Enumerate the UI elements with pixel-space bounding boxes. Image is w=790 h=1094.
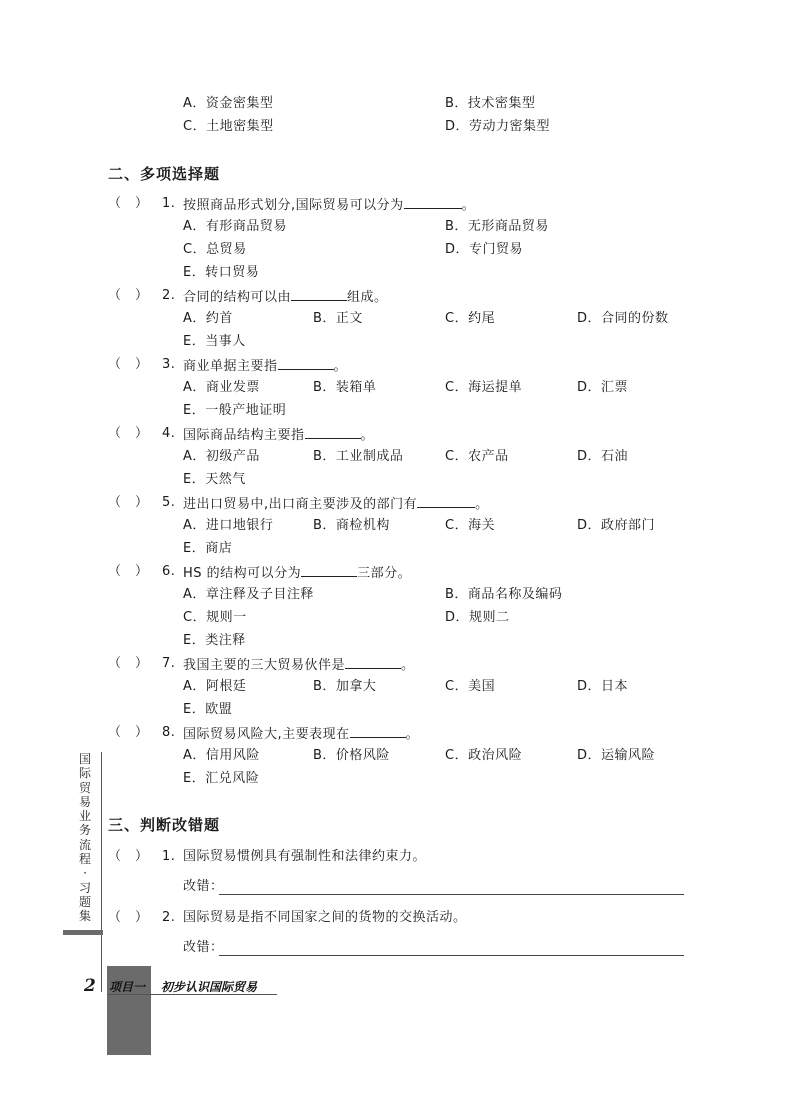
option-b: B．无形商品贸易 — [445, 219, 549, 234]
option-c: C．总贸易 — [183, 242, 247, 257]
answer-paren[interactable]: （ ） — [108, 656, 149, 671]
fill-blank[interactable] — [278, 357, 334, 370]
option-d: D．日本 — [577, 679, 629, 694]
question-number: 8. — [162, 725, 176, 740]
option-e: E．一般产地证明 — [183, 403, 287, 418]
option-c: C．政治风险 — [445, 748, 523, 763]
sidebar-rule — [101, 752, 102, 992]
question-number: 2. — [162, 910, 176, 925]
option-b: B．装箱单 — [313, 380, 377, 395]
option-a: A．章注释及子目注释 — [183, 587, 314, 602]
fill-blank[interactable] — [350, 725, 406, 738]
option-a: A．进口地银行 — [183, 518, 274, 533]
option-a: A．有形商品贸易 — [183, 219, 287, 234]
answer-paren[interactable]: （ ） — [108, 725, 149, 740]
option-e: E．天然气 — [183, 472, 246, 487]
option-e: E．转口贸易 — [183, 265, 260, 280]
sidebar-marker — [63, 930, 103, 935]
option-e: E．当事人 — [183, 334, 246, 349]
fill-blank[interactable] — [301, 564, 357, 577]
sidebar-book-title: 国 际 贸 易 业 务 流 程 · 习 题 集 — [78, 752, 91, 924]
question-number: 2. — [162, 288, 176, 303]
fill-blank[interactable] — [345, 656, 401, 669]
answer-paren[interactable]: （ ） — [108, 910, 149, 925]
correction-line[interactable] — [219, 894, 684, 895]
answer-paren[interactable]: （ ） — [108, 564, 149, 579]
option-a: A．初级产品 — [183, 449, 260, 464]
option-c: C．规则一 — [183, 610, 247, 625]
question-text: 按照商品形式划分,国际贸易可以分为 。 — [183, 198, 476, 213]
question-text: 我国主要的三大贸易伙伴是 。 — [183, 658, 415, 673]
answer-paren[interactable]: （ ） — [108, 288, 149, 303]
option-a: A．资金密集型 — [183, 96, 274, 111]
correction-label: 改错： — [183, 879, 224, 894]
option-c: C．海运提单 — [445, 380, 523, 395]
question-text: HS 的结构可以分为 三部分。 — [183, 566, 412, 581]
question-number: 7. — [162, 656, 176, 671]
section-title-multiple-choice: 二、多项选择题 — [108, 165, 221, 183]
option-a: A．信用风险 — [183, 748, 260, 763]
option-e: E．欧盟 — [183, 702, 233, 717]
fill-blank[interactable] — [305, 426, 361, 439]
chapter-label: 项目一 — [109, 980, 146, 994]
correction-label: 改错： — [183, 940, 224, 955]
option-b: B．正文 — [313, 311, 363, 326]
option-c: C．海关 — [445, 518, 496, 533]
answer-paren[interactable]: （ ） — [108, 426, 149, 441]
option-a: A．阿根廷 — [183, 679, 247, 694]
option-c: C．美国 — [445, 679, 496, 694]
question-text: 国际贸易风险大,主要表现在 。 — [183, 727, 420, 742]
question-text: 国际贸易惯例具有强制性和法律约束力。 — [183, 849, 427, 864]
fill-blank[interactable] — [417, 495, 475, 508]
answer-paren[interactable]: （ ） — [108, 849, 149, 864]
option-d: D．运输风险 — [577, 748, 656, 763]
question-number: 1. — [162, 196, 176, 211]
question-number: 4. — [162, 426, 176, 441]
option-d: D．石油 — [577, 449, 629, 464]
answer-paren[interactable]: （ ） — [108, 196, 149, 211]
option-b: B．商品名称及编码 — [445, 587, 563, 602]
question-text: 国际贸易是指不同国家之间的货物的交换活动。 — [183, 910, 467, 925]
correction-line[interactable] — [219, 955, 684, 956]
question-number: 5. — [162, 495, 176, 510]
option-d: D．汇票 — [577, 380, 629, 395]
page-number: 2 — [84, 976, 96, 996]
fill-blank[interactable] — [404, 196, 462, 209]
option-b: B．商检机构 — [313, 518, 390, 533]
question-text: 进出口贸易中,出口商主要涉及的部门有 。 — [183, 497, 489, 512]
option-b: B．工业制成品 — [313, 449, 404, 464]
option-b: B．价格风险 — [313, 748, 390, 763]
footer-rule — [107, 994, 277, 995]
option-a: A．约首 — [183, 311, 233, 326]
option-d: D．合同的份数 — [577, 311, 669, 326]
option-b: B．加拿大 — [313, 679, 377, 694]
question-text: 商业单据主要指 。 — [183, 359, 348, 374]
section-title-true-false: 三、判断改错题 — [108, 816, 221, 834]
question-number: 6. — [162, 564, 176, 579]
option-c: C．土地密集型 — [183, 119, 274, 134]
question-text: 合同的结构可以由 组成。 — [183, 290, 388, 305]
question-number: 3. — [162, 357, 176, 372]
option-d: D．政府部门 — [577, 518, 656, 533]
option-e: E．汇兑风险 — [183, 771, 260, 786]
option-c: C．约尾 — [445, 311, 496, 326]
question-number: 1. — [162, 849, 176, 864]
option-e: E．类注释 — [183, 633, 246, 648]
option-d: D．劳动力密集型 — [445, 119, 551, 134]
option-c: C．农产品 — [445, 449, 509, 464]
option-a: A．商业发票 — [183, 380, 260, 395]
chapter-title: 初步认识国际贸易 — [161, 980, 258, 994]
answer-paren[interactable]: （ ） — [108, 357, 149, 372]
option-e: E．商店 — [183, 541, 233, 556]
option-b: B．技术密集型 — [445, 96, 536, 111]
option-d: D．规则二 — [445, 610, 510, 625]
option-d: D．专门贸易 — [445, 242, 524, 257]
fill-blank[interactable] — [291, 288, 347, 301]
question-text: 国际商品结构主要指 。 — [183, 428, 375, 443]
answer-paren[interactable]: （ ） — [108, 495, 149, 510]
